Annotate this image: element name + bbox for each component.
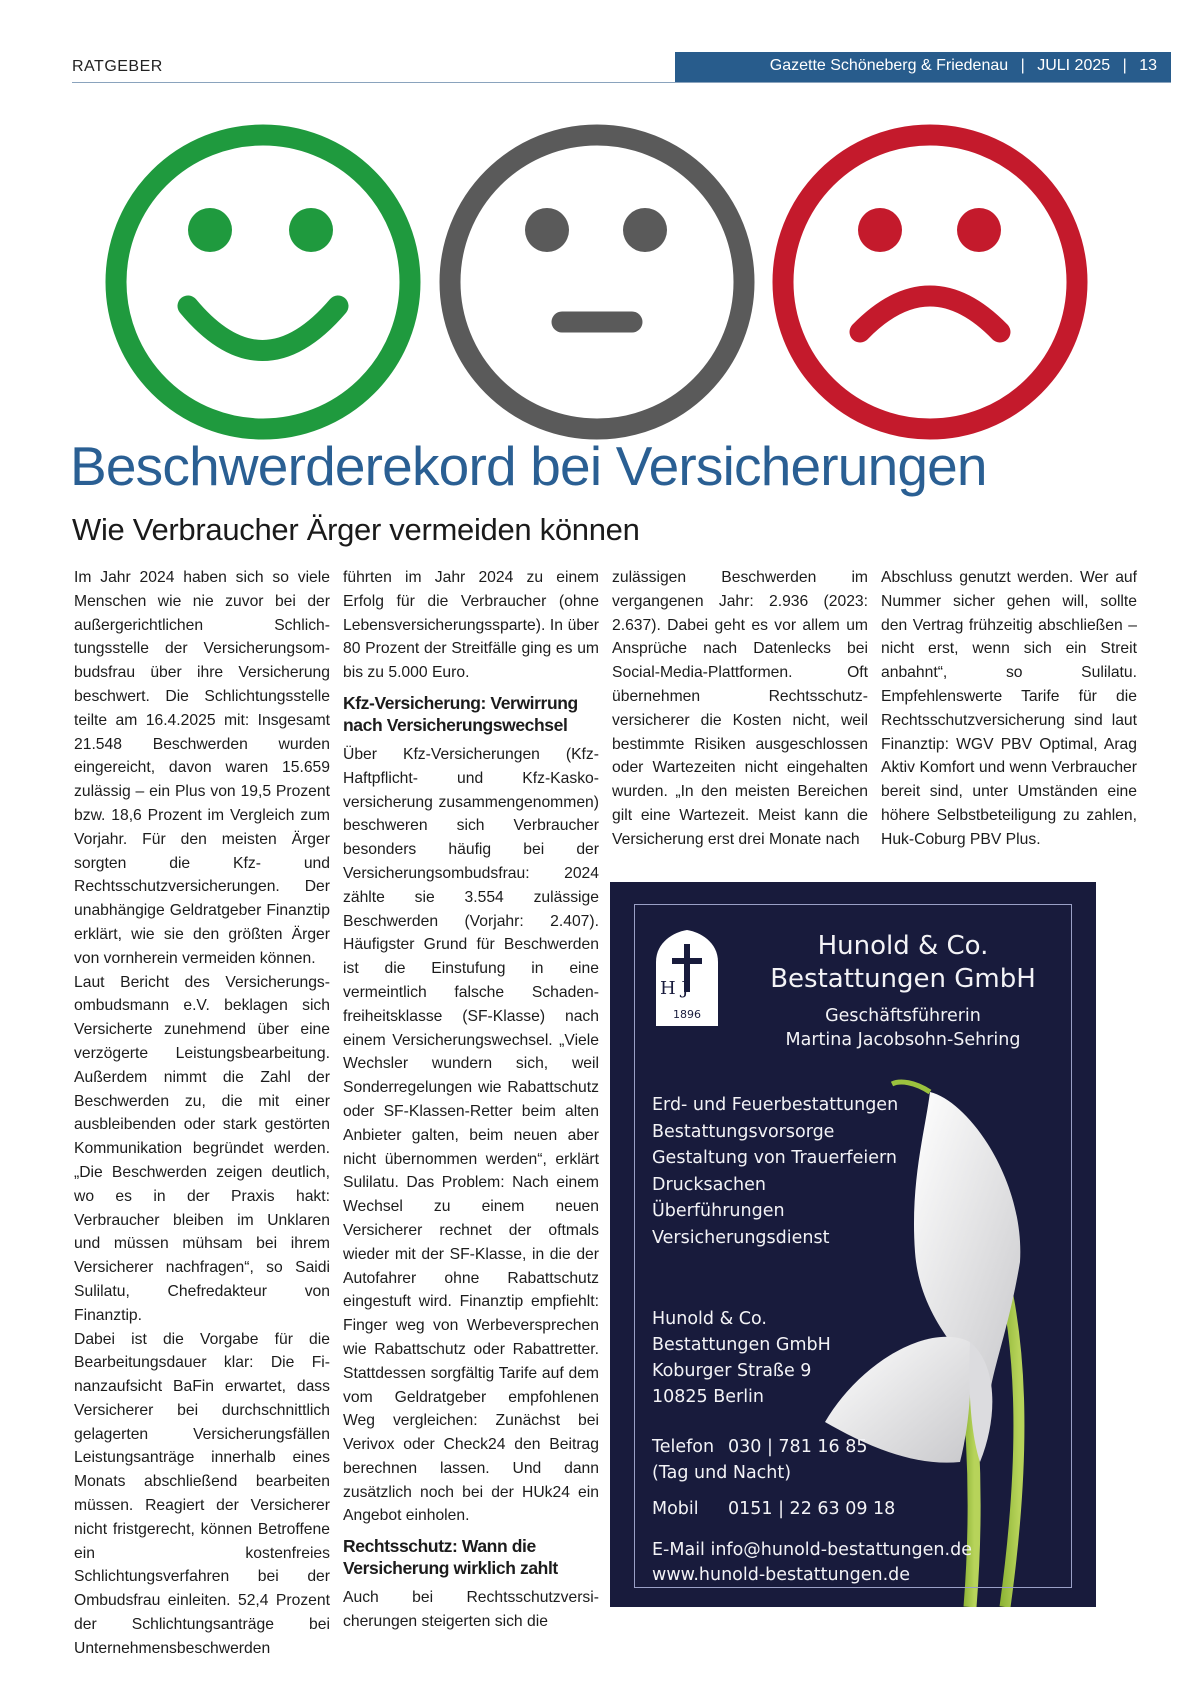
smiley-illustration — [0, 110, 1200, 450]
mobile-label: Mobil — [652, 1499, 699, 1519]
paragraph: zulässigen Beschwerden im vergangenen Jahr: 2.936 (2023: 2.637). Dabei geht es vor allem um Ansprüche nach Datenlecks bei Social-Media-Plattformen. Oft übernehmen Rechtsschutzversicherer die Kosten nicht, weil bestimmte Risiken ausgeschlossen oder Wartezeiten nicht eingehalten wurden. „In den meisten Bereichen gilt eine Wartezeit. Meist kann die Versicherung erst drei Monate nach — [612, 569, 868, 848]
service-item: Bestattungsvorsorge — [652, 1121, 835, 1142]
section-heading: Kfz-Versicherung: Verwirrung nach Versicherungswechsel — [343, 692, 578, 735]
article-column-4 — [881, 566, 1137, 852]
address-line: Hunold & Co. — [652, 1309, 767, 1329]
mobile-number[interactable]: 0151 | 22 63 09 18 — [728, 1499, 896, 1519]
address-line: Koburger Straße 9 — [652, 1361, 812, 1381]
service-item: Erd- und Feuerbestattungen — [652, 1095, 899, 1115]
phone-note: (Tag und Nacht) — [652, 1463, 792, 1483]
director-label: Geschäftsführerin — [825, 1006, 981, 1026]
article-column-1 — [74, 566, 330, 1661]
director-name: Martina Jacobsohn-Sehring — [785, 1030, 1021, 1050]
paragraph: Im Jahr 2024 haben sich so viele Menschen wie nie zuvor bei der außergerichtlichen Schlichtungsstelle der Versicherungsombudsfrau über ihre Versicherung beschwert. Die Schlichtungsstelle teilte am 16.4.2025 mit: Insgesamt 21.548 Beschwerden wurden eingereicht, davon waren 15.659 zulässig – ein Plus von 19,5 Prozent bzw. 18,6 Prozent im Vergleich zum Vorjahr. Für den meisten Ärger sorgten die Kfz- und Rechtsschutzversicherungen. Der unabhängige Geldratgeber Finanztip erklärt, wie sie den größten Ärger von vornherein vermeiden können. — [74, 569, 330, 967]
services-list — [652, 1092, 898, 1251]
paragraph: Auch bei Rechtsschutzversicherungen steigerten sich die — [343, 1589, 599, 1631]
paragraph: Abschluss genutzt werden. Wer auf Nummer sicher gehen will, sollte den Vertrag frühzeitig abschließen – nicht erst, wenn sich ein Streit anbahnt“, so Sulilatu. Empfehlenswerte Tarife für die Rechtsschutzversicherung sind laut Finanztip: WGV PBV Optimal, Arag Aktiv Komfort und wenn Verbraucher bereit sind, unter Umständen eine höhere Selbstbeteiligung zu zahlen, Huk-Coburg PBV Plus. — [881, 569, 1137, 848]
article-column-3 — [612, 566, 868, 852]
header-info — [770, 57, 1157, 75]
company-name — [738, 930, 1068, 996]
website-link[interactable]: www.hunold-bestattungen.de — [652, 1565, 911, 1585]
funeral-home-ad — [610, 882, 1096, 1607]
section-label: RATGEBER — [72, 58, 163, 75]
logo-year: 1896 — [673, 1008, 701, 1021]
smiley-happy-icon — [116, 135, 410, 429]
address-line: 10825 Berlin — [652, 1387, 765, 1407]
header-separator: | — [1020, 57, 1025, 74]
publication-name: Gazette Schöneberg & Friedenau — [769, 57, 1009, 74]
article-column-2 — [343, 566, 599, 1634]
paragraph: Laut Bericht des Versicherungsombudsmann e.V. beklagen sich Versicherte zunehmend über eine verzögerte Leistungsbearbeitung. Außerdem nimmt die Zahl der Beschwerden zu, die mit einer ausbleibenden oder stark gestörten Kommunikation begründet werden. „Die Beschwerden zeigen deutlich, wo es in der Praxis hakt: Verbraucher bleiben im Unklaren und müssen mühsam bei ihrem Versicherer nachfragen“, so Saidi Sulilatu, Chefredakteur von Finanztip. — [74, 973, 330, 1324]
paragraph: Dabei ist die Vorgabe für die Bearbeitungsdauer klar: Die Finanzaufsicht BaFin erwartet, dass Versicherer bei durchschnittlich gelagerten Versicherungsfällen Leistungsanträge innerhalb eines Monats abschließend bearbeiten müssen. Reagiert der Versicherer nicht fristgerecht, können Betroffene ein kostenfreies Schlichtungsverfahren bei der Ombudsfrau einleiten. 52,4 Prozent der Schlichtungsanträge bei Unternehmensbeschwerden — [74, 1330, 330, 1657]
company-name-line: Hunold & Co. — [817, 931, 989, 961]
address-line: Bestattungen GmbH — [652, 1335, 831, 1355]
paragraph: führten im Jahr 2024 zu einem Erfolg für die Verbraucher (ohne Lebensversicherungssparte). In über 80 Prozent der Streitfälle ging es um bis zu 5.000 Euro. — [343, 569, 599, 682]
article-subtitle: Wie Verbraucher Ärger vermeiden können — [72, 512, 640, 547]
company-name-line: Bestattungen GmbH — [770, 964, 1036, 994]
header-separator: | — [1122, 57, 1127, 74]
phone-number[interactable]: 030 | 781 16 85 — [728, 1437, 868, 1457]
contact-links — [652, 1538, 972, 1588]
header-rule — [72, 82, 1171, 83]
service-item: Überführungen — [652, 1201, 785, 1221]
company-logo — [650, 928, 724, 1028]
managing-director — [738, 1004, 1068, 1052]
header-band — [675, 52, 1171, 83]
article-title: Beschwerderekord bei Versicherungen — [70, 435, 987, 497]
phone-label: Telefon — [652, 1437, 715, 1457]
service-item: Gestaltung von Trauerfeiern — [652, 1148, 897, 1168]
address-block — [652, 1306, 831, 1410]
logo-letters: H J — [660, 978, 689, 999]
paragraph: Über Kfz-Versicherungen (Kfz-Haftpflicht- und Kfz-Kaskoversicherung zusammengenommen) beschweren sich Verbraucher besonders häufig bei der Versicherungsombudsfrau: 2024 zählte sie 3.554 zulässige Beschwerden (Vorjahr: 2.407). Häufigster Grund für Beschwerden ist die Einstufung in eine vermeintlich falsche Schadenfreiheitsklasse (SF-Klasse) nach einem Versicherungswechsel. „Viele Wechsler wundern sich, weil Sonderregelungen wie Rabattschutz oder SF-Klassen-Retter beim alten Anbieter galten, beim neuen aber nicht übernommen werden“, erklärt Sulilatu. Das Problem: Nach einem Wechsel zu einem neuen Versicherer rechnet der oftmals wieder mit der SF-Klasse, in die der Autofahrer ohne Rabattschutz eingestuft wird. Finanztip empfiehlt: Finger weg von Werbeversprechen wie Rabattschutz oder Rabattretter. Stattdessen sorgfältig Tarife auf dem vom Geldratgeber empfohlenen Weg vergleichen: Zunächst bei Verivox oder Check24 den Beitrag berechnen lassen. Und dann zusätzlich noch bei der HUk24 ein Angebot einholen. — [343, 745, 599, 1525]
email-link[interactable]: E-Mail info@hunold-bestattungen.de — [652, 1540, 972, 1560]
section-heading: Rechtsschutz: Wann die Versicherung wirklich zahlt — [343, 1536, 558, 1579]
phone-block — [652, 1434, 895, 1522]
smiley-sad-icon — [783, 135, 1077, 429]
smiley-neutral-icon — [450, 135, 744, 429]
issue-date: JULI 2025 — [1037, 57, 1111, 74]
page-number: 13 — [1139, 57, 1157, 74]
service-item: Drucksachen — [652, 1174, 766, 1195]
service-item: Versicherungsdienst — [652, 1227, 830, 1248]
